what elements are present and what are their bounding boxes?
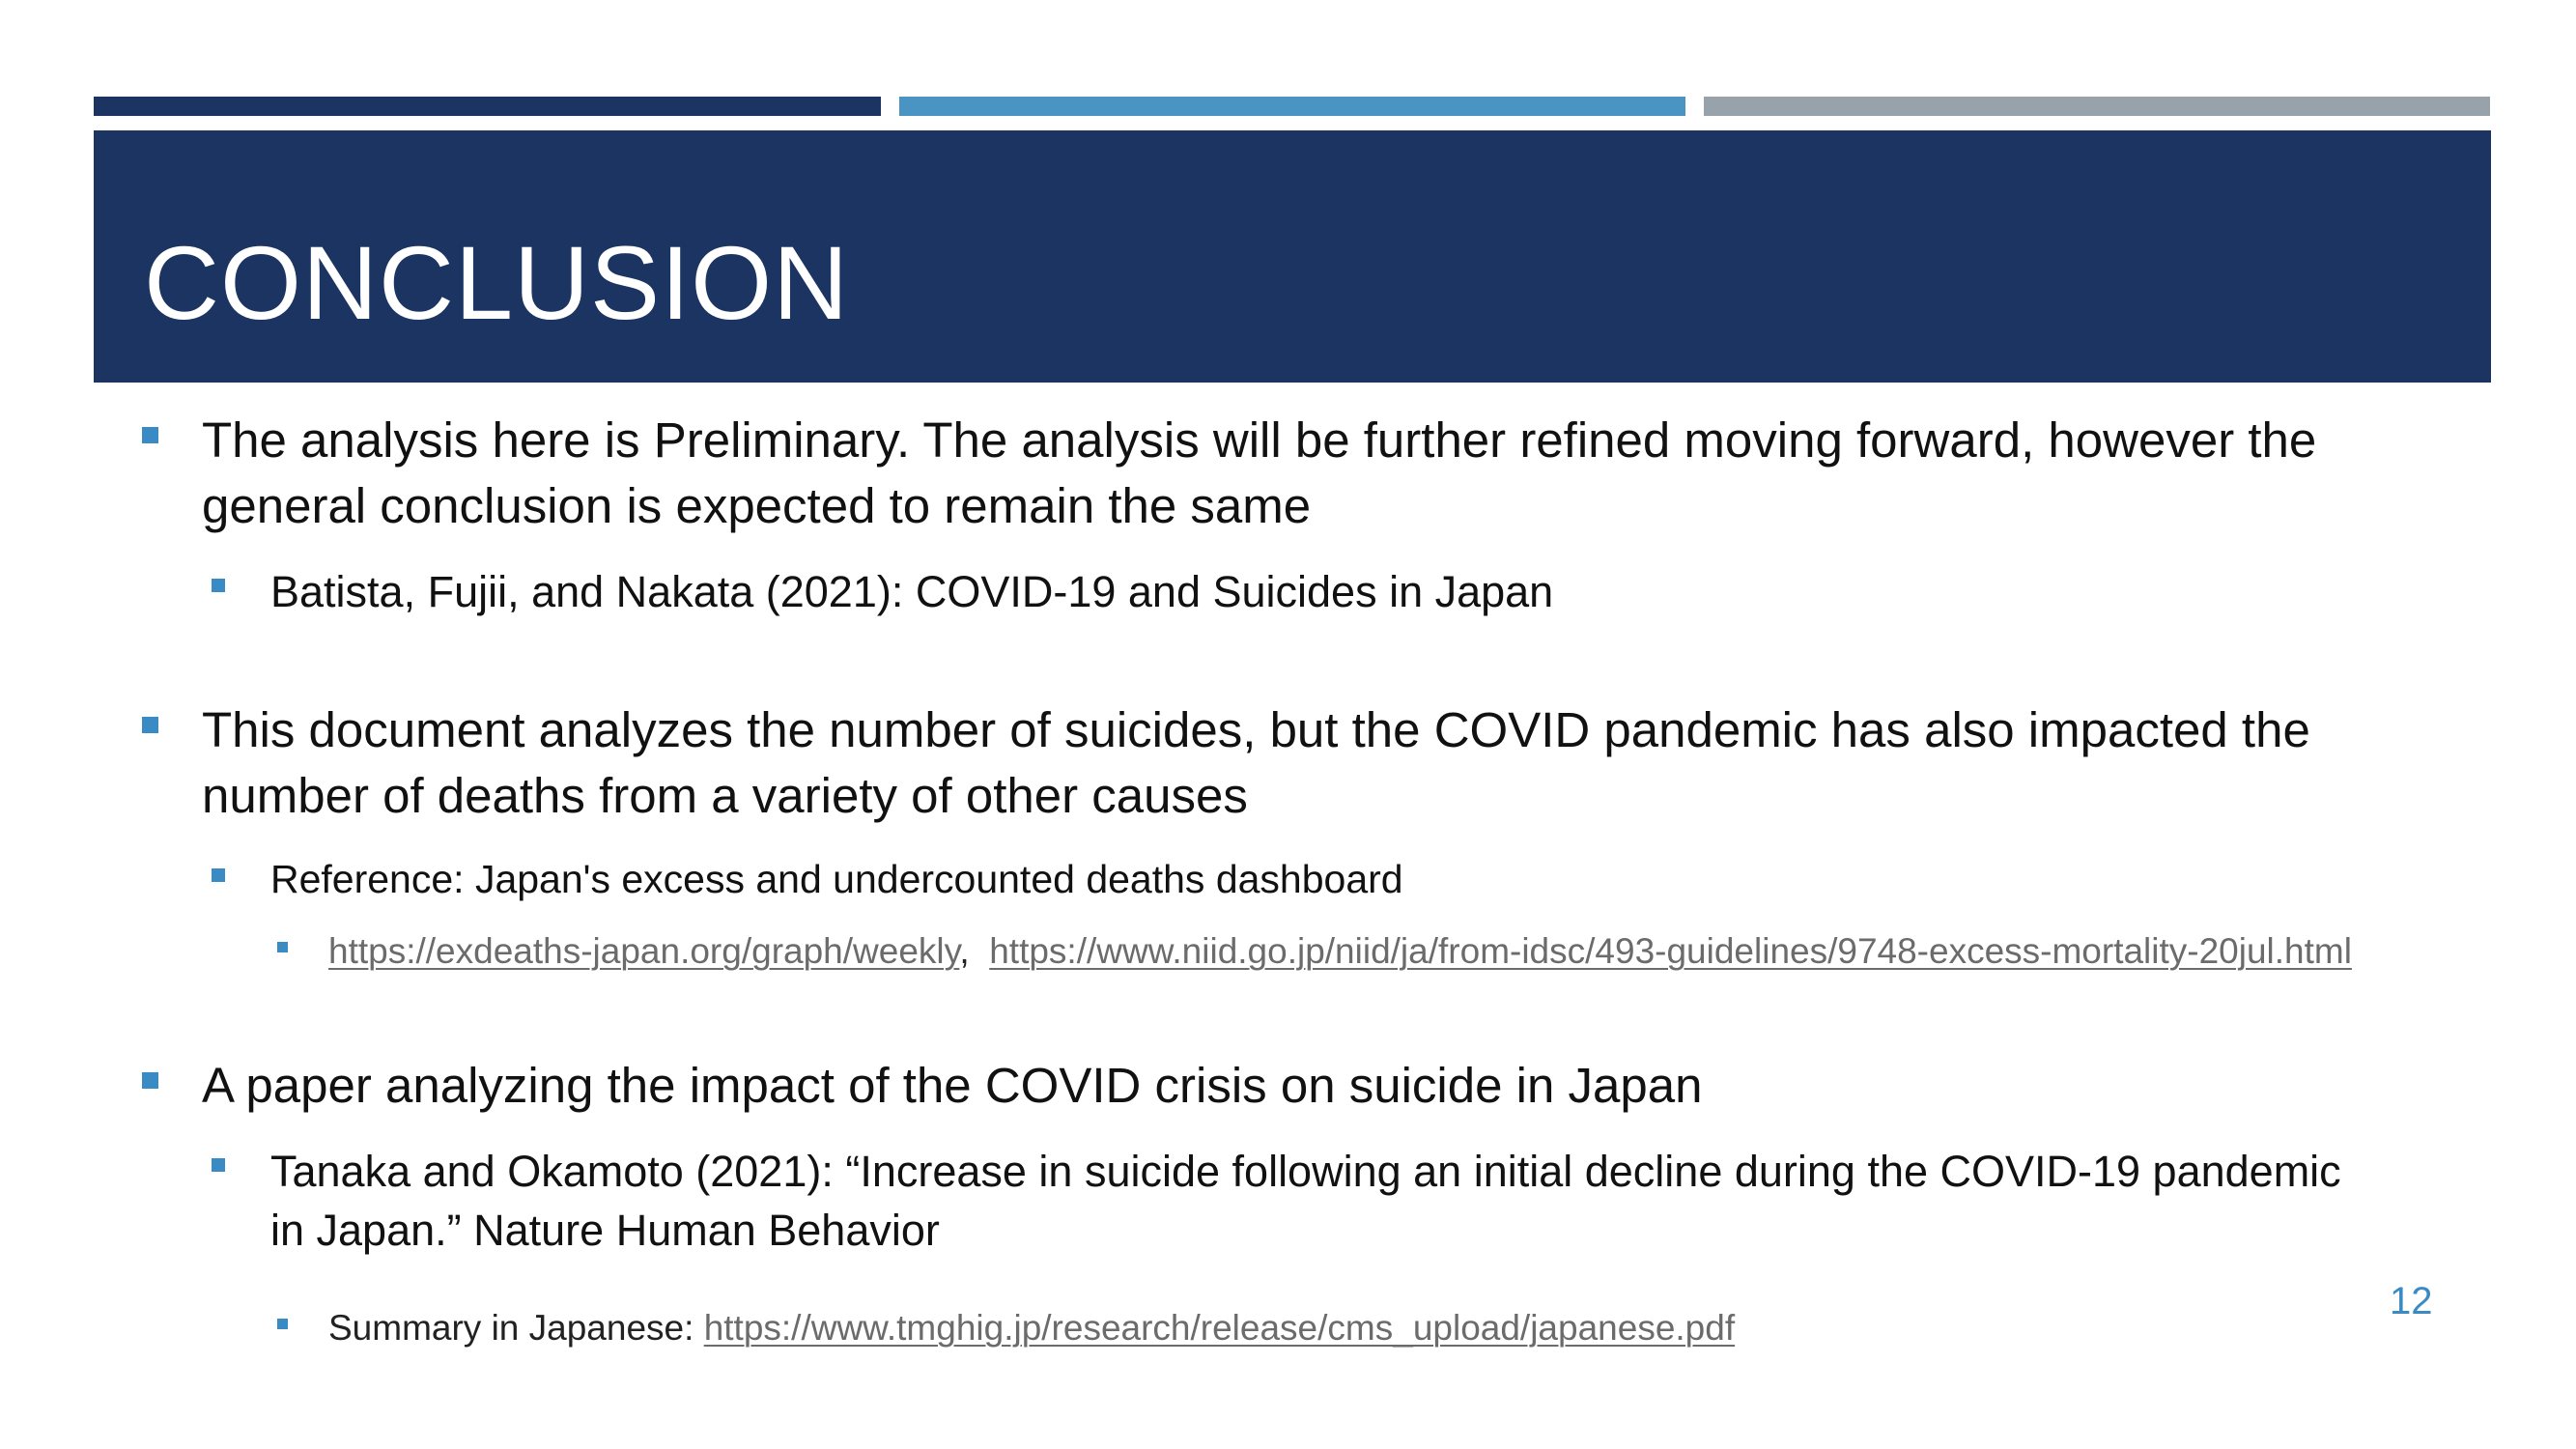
bullet-text: A paper analyzing the impact of the COVID crisis on suicide in Japan	[202, 1058, 1703, 1113]
bullet-text: The analysis here is Preliminary. The analysis will be further refined moving forward, however the general conclusion is expected to remain the same	[202, 412, 2317, 533]
summary-label: Summary in Japanese:	[328, 1308, 704, 1348]
slide-title: CONCLUSION	[144, 224, 850, 341]
exdeaths-dashboard-link[interactable]: https://exdeaths-japan.org/graph/weekly	[328, 931, 960, 971]
bullet-text: This document analyzes the number of suicides, but the COVID pandemic has also impacted the number of deaths from a variety of other causes	[202, 702, 2310, 823]
square-bullet-icon	[277, 942, 288, 952]
sub-bullet-text: Tanaka and Okamoto (2021): “Increase in suicide following an initial decline during the COVID-19 pandemic in Japan.” Nature Human Behavior	[270, 1147, 2341, 1255]
square-bullet-icon	[142, 1072, 158, 1089]
sub-bullet-item	[270, 1142, 2376, 1260]
square-bullet-icon	[277, 1319, 288, 1329]
link-separator: ,	[959, 931, 970, 971]
bullet-item	[202, 697, 2452, 829]
square-bullet-icon	[212, 868, 225, 882]
niid-excess-mortality-link[interactable]: https://www.niid.go.jp/niid/ja/from-idsc/493-guidelines/9748-excess-mortality-20jul.html	[989, 931, 2352, 971]
square-bullet-icon	[142, 427, 158, 443]
bullet-item	[202, 1053, 2452, 1119]
square-bullet-icon	[212, 1158, 225, 1172]
bullet-item	[202, 408, 2452, 539]
japanese-summary-link[interactable]: https://www.tmghig.jp/research/release/cms_upload/japanese.pdf	[703, 1308, 1736, 1348]
sub-bullet-text: Reference: Japan's excess and undercounted deaths dashboard	[270, 857, 1403, 901]
square-bullet-icon	[212, 579, 225, 592]
link-item	[328, 927, 2502, 976]
sub-bullet-text: Batista, Fujii, and Nakata (2021): COVID-19 and Suicides in Japan	[270, 567, 1554, 616]
sub-bullet-item	[270, 562, 2444, 621]
sub-bullet-item	[270, 852, 2444, 906]
square-bullet-icon	[142, 717, 158, 733]
page-number: 12	[2390, 1280, 2433, 1322]
link-item	[328, 1304, 2260, 1352]
